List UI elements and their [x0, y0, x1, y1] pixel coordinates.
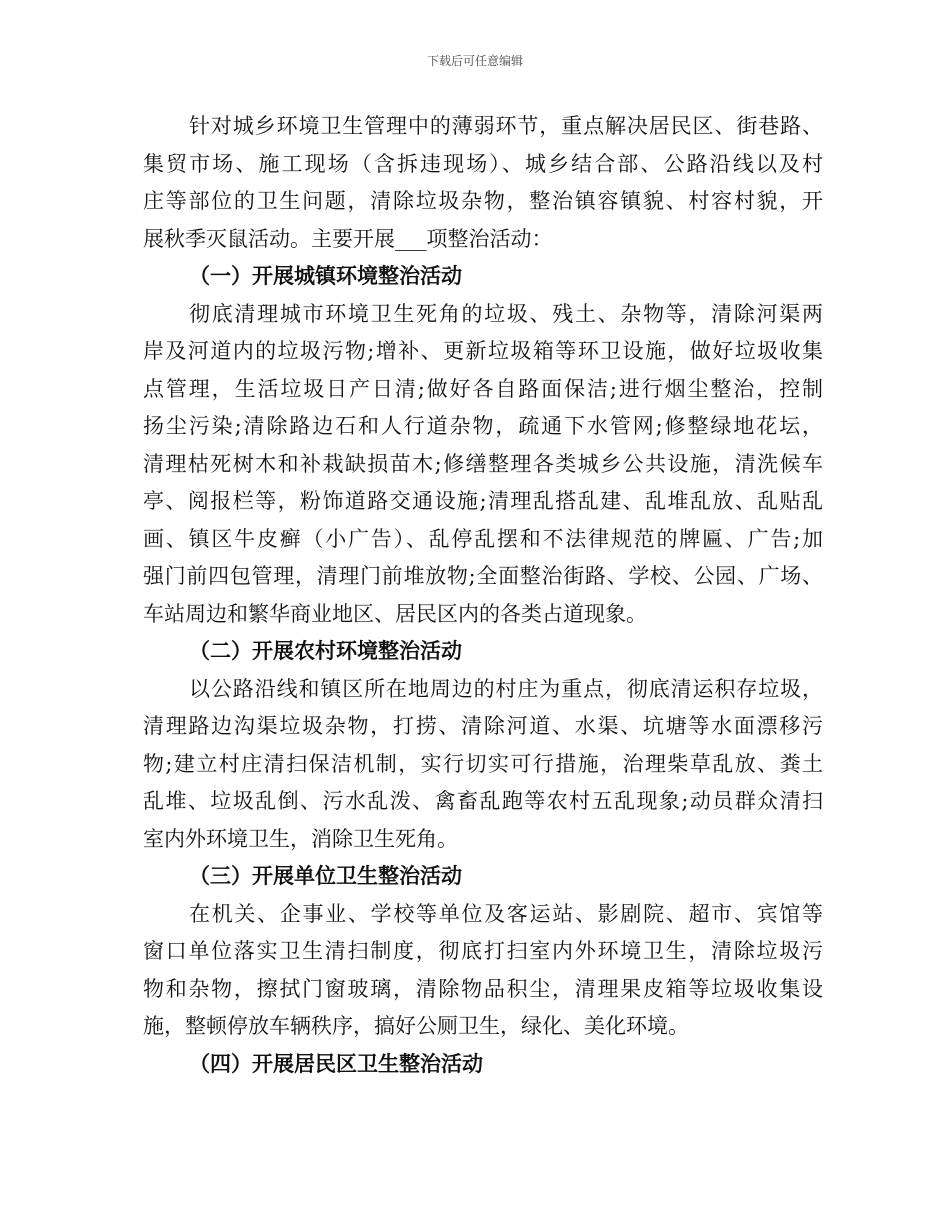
- section3-line-2: 窗口单位落实卫生清扫制度，彻底打扫室内外环境卫生，清除垃圾污: [143, 939, 823, 963]
- section2-line-2: 清理路边沟渠垃圾杂物，打捞、清除河道、水渠、坑塘等水面漂移污: [143, 714, 823, 738]
- section1-line-4: 扬尘污染;清除路边石和人行道杂物，疏通下水管网;修整绿地花坛，: [143, 414, 823, 438]
- section1-line-8: 强门前四包管理，清理门前堆放物;全面整治街路、学校、公园、广场、: [143, 564, 823, 588]
- section1-line-3: 点管理，生活垃圾日产日清;做好各自路面保洁;进行烟尘整治，控制: [143, 376, 823, 401]
- intro-line-3: 庄等部位的卫生问题，清除垃圾杂物，整治镇容镇貌、村容村貌，开: [143, 189, 823, 213]
- section2-line-1: 以公路沿线和镇区所在地周边的村庄为重点，彻底清运积存垃圾，: [189, 676, 823, 701]
- section1-line-6: 亭、阅报栏等，粉饰道路交通设施;清理乱搭乱建、乱堆乱放、乱贴乱: [143, 489, 823, 513]
- section1-line-5: 清理枯死树木和补栽缺损苗木;修缮整理各类城乡公共设施，清洗候车: [143, 451, 823, 476]
- section1-line-2: 岸及河道内的垃圾污物;增补、更新垃圾箱等环卫设施，做好垃圾收集: [143, 339, 823, 363]
- section-heading-2: （二）开展农村环境整治活动: [189, 639, 462, 663]
- intro-line-2: 集贸市场、施工现场（含拆违现场）、城乡结合部、公路沿线以及村: [143, 151, 823, 176]
- intro-line-4: 展秋季灭鼠活动。主要开展___项整治活动：: [143, 226, 553, 251]
- section-heading-1: （一）开展城镇环境整治活动: [189, 264, 462, 288]
- section2-line-4: 乱堆、垃圾乱倒、污水乱泼、禽畜乱跑等农村五乱现象;动员群众清扫: [143, 789, 823, 813]
- intro-line-1: 针对城乡环境卫生管理中的薄弱环节，重点解决居民区、街巷路、: [189, 114, 823, 138]
- section2-line-5: 室内外环境卫生，消除卫生死角。: [143, 826, 458, 851]
- section3-line-1: 在机关、企事业、学校等单位及客运站、影剧院、超市、宾馆等: [189, 901, 823, 926]
- section3-line-3: 物和杂物，擦拭门窗玻璃，清除物品积尘，清理果皮箱等垃圾收集设: [143, 976, 823, 1001]
- document-body: [143, 108, 823, 1083]
- page-header: 下载后可任意编辑: [426, 54, 523, 68]
- section1-line-1: 彻底清理城市环境卫生死角的垃圾、残土、杂物等，清除河渠两: [189, 301, 823, 326]
- section2-line-3: 物;建立村庄清扫保洁机制，实行切实可行措施，治理柴草乱放、粪土: [143, 751, 823, 776]
- section3-line-4: 施，整顿停放车辆秩序，搞好公厕卫生，绿化、美化环境。: [143, 1014, 689, 1038]
- section1-line-9: 车站周边和繁华商业地区、居民区内的各类占道现象。: [143, 601, 647, 626]
- section1-line-7: 画、镇区牛皮癣（小广告）、乱停乱摆和不法律规范的牌匾、广告;加: [143, 526, 823, 551]
- section-heading-3: （三）开展单位卫生整治活动: [189, 864, 462, 888]
- section-heading-4: （四）开展居民区卫生整治活动: [189, 1051, 483, 1076]
